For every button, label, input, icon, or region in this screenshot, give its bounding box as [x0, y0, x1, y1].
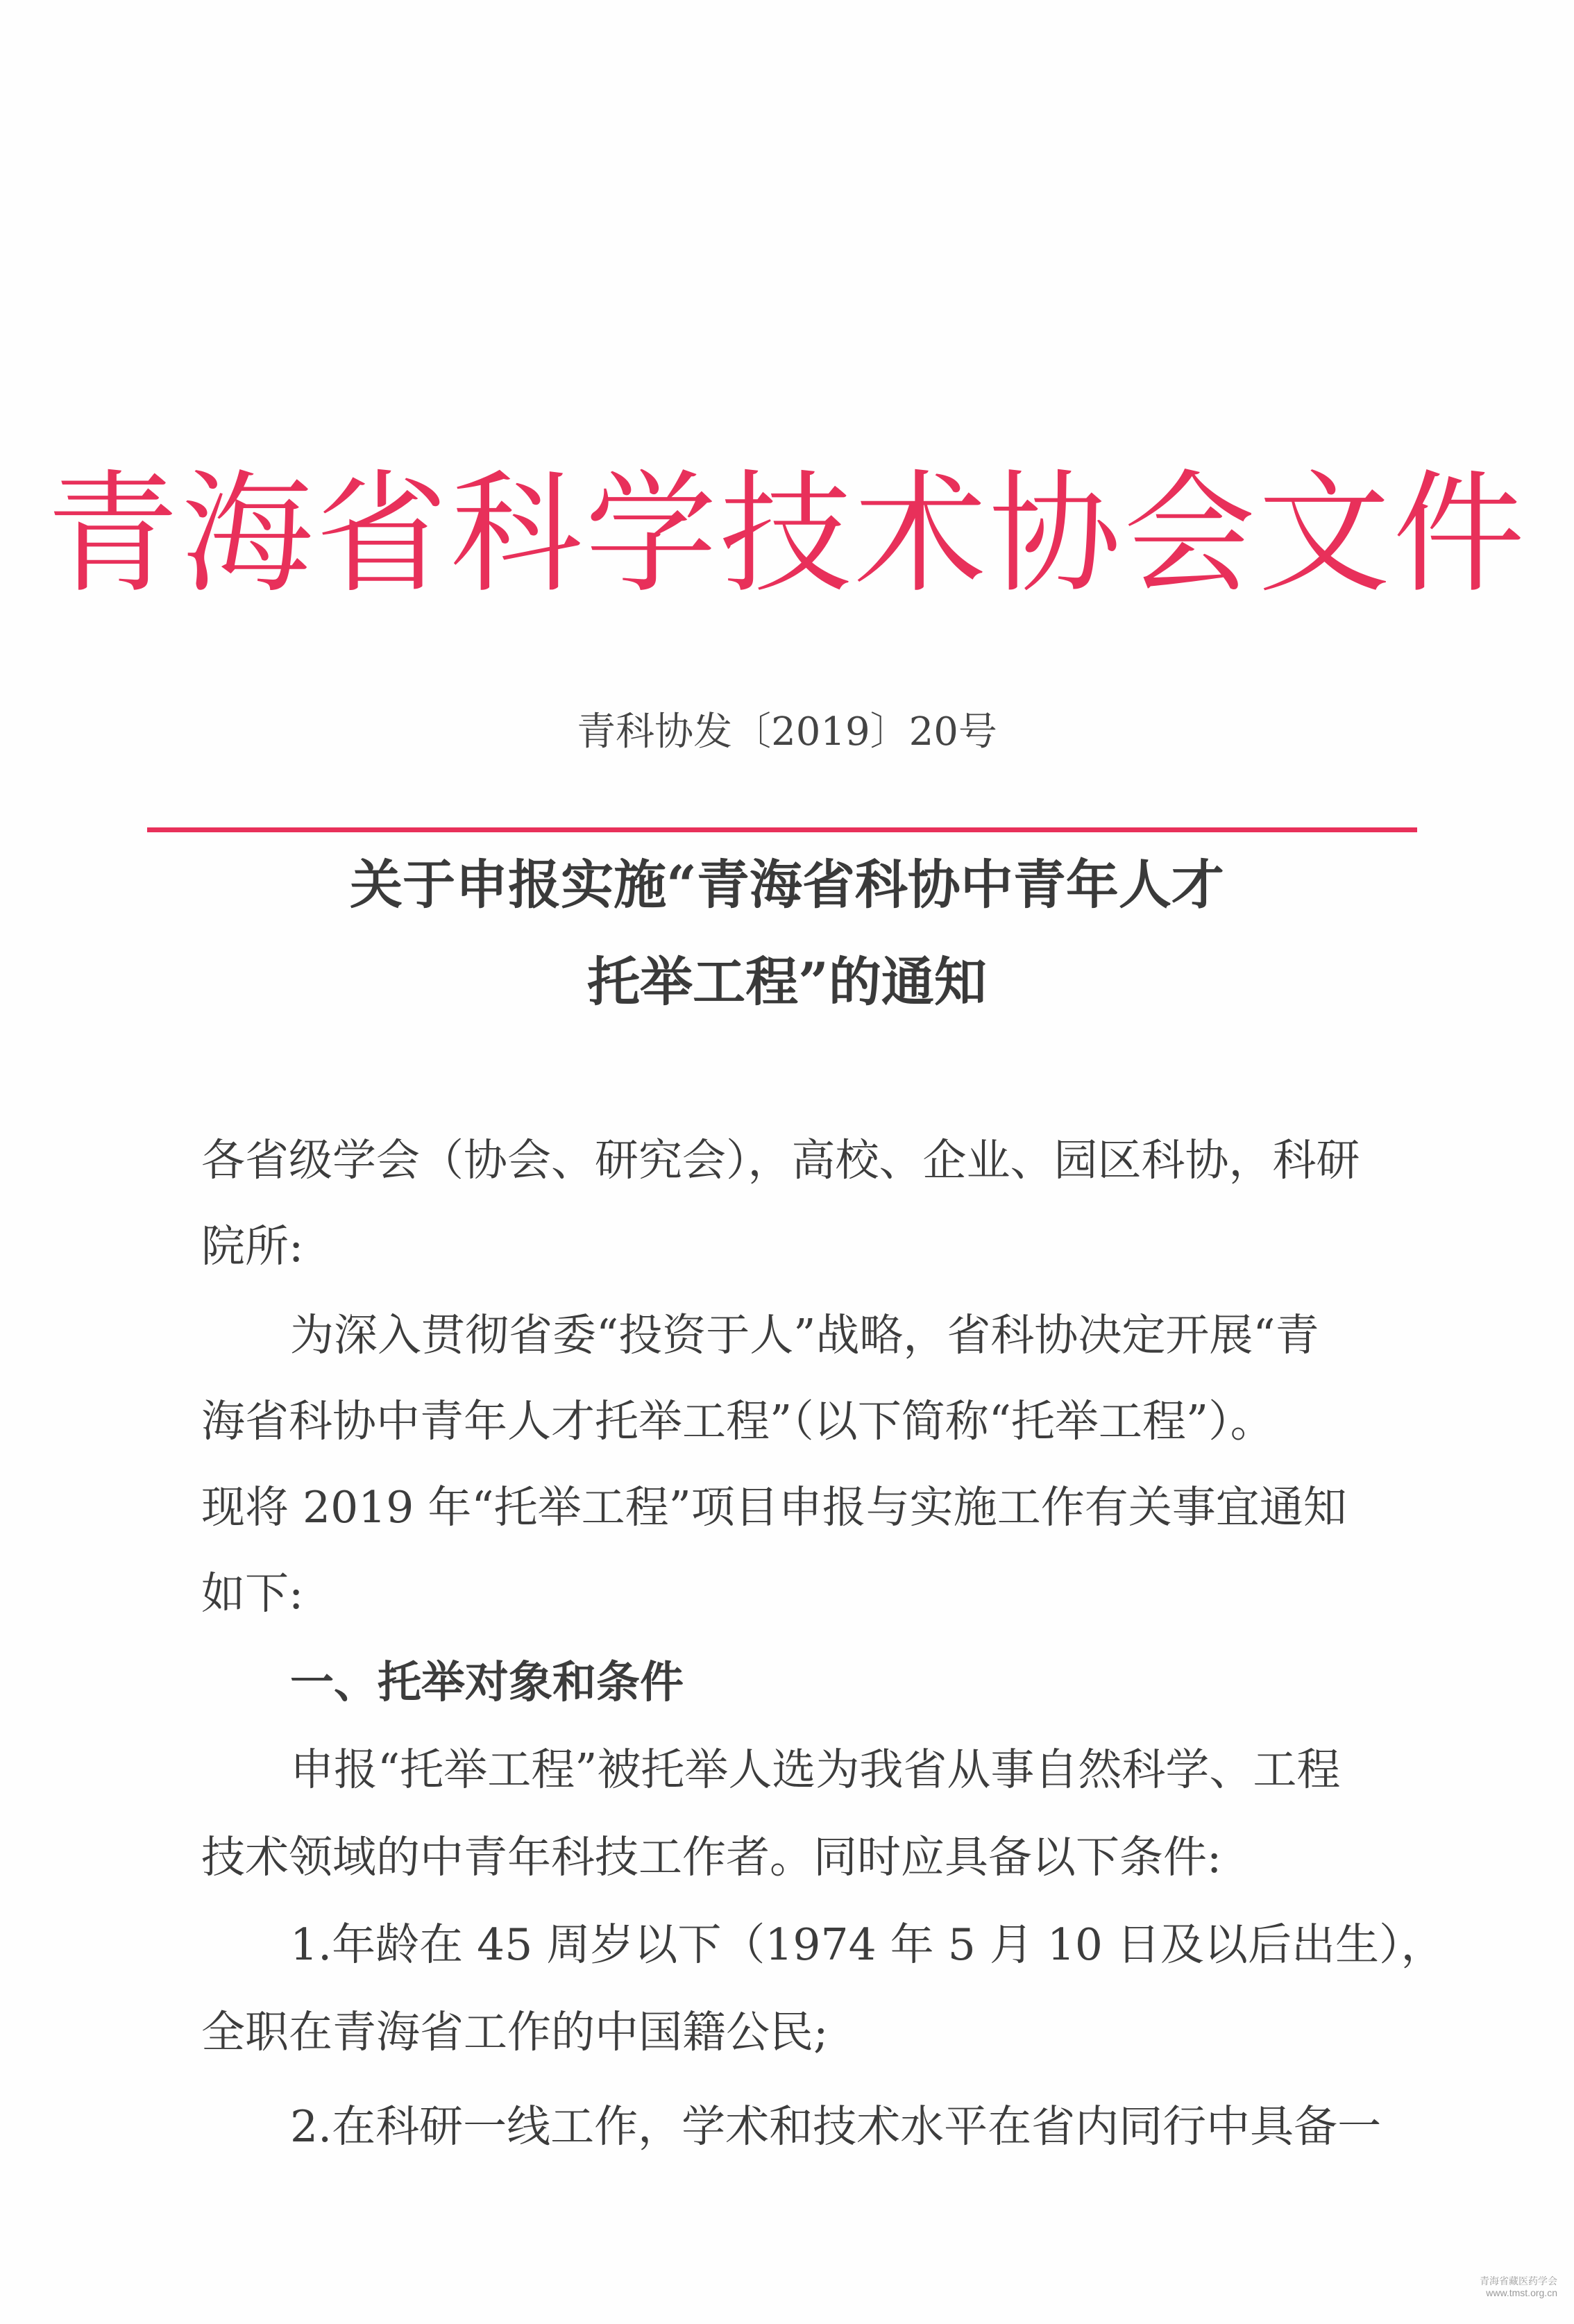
body-line: 各省级学会（协会、研究会），高校、企业、园区科协，科研 — [201, 1135, 1360, 1186]
body-line: 现将 2019 年“托举工程”项目申报与实施工作有关事宜通知 — [201, 1482, 1347, 1533]
section-heading: 一、托举对象和条件 — [290, 1657, 684, 1708]
body-line: 如下: — [201, 1568, 304, 1619]
title-line-1: 关于申报实施“青海省科协中青年人才 — [350, 854, 1224, 916]
body-line: 技术领域的中青年科技工作者。同时应具备以下条件: — [201, 1832, 1222, 1883]
title-line-2: 托举工程”的通知 — [587, 951, 987, 1013]
body-line: 海省科协中青年人才托举工程”（以下简称“托举工程”）。 — [201, 1396, 1274, 1447]
body-line: 全职在青海省工作的中国籍公民; — [201, 2007, 829, 2057]
red-divider-line — [147, 827, 1417, 832]
source-watermark — [1480, 2275, 1557, 2299]
body-line: 院所: — [201, 1221, 304, 1272]
body-line: 1.年龄在 45 周岁以下（1974 年 5 月 10 日及以后出生）， — [290, 1919, 1445, 1970]
watermark-line-1: 青海省藏医药学会 — [1480, 2275, 1557, 2287]
issuer-header: 青海省科学技术协会文件 — [46, 457, 1528, 611]
document-number: 青科协发〔2019〕20号 — [577, 709, 997, 755]
watermark-line-2: www.tmst.org.cn — [1486, 2287, 1557, 2298]
body-line: 为深入贯彻省委“投资于人”战略，省科协决定开展“青 — [290, 1310, 1319, 1361]
body-line: 申报“托举工程”被托举人选为我省从事自然科学、工程 — [290, 1744, 1341, 1795]
body-line: 2.在科研一线工作，学术和技术水平在省内同行中具备一 — [290, 2101, 1382, 2152]
